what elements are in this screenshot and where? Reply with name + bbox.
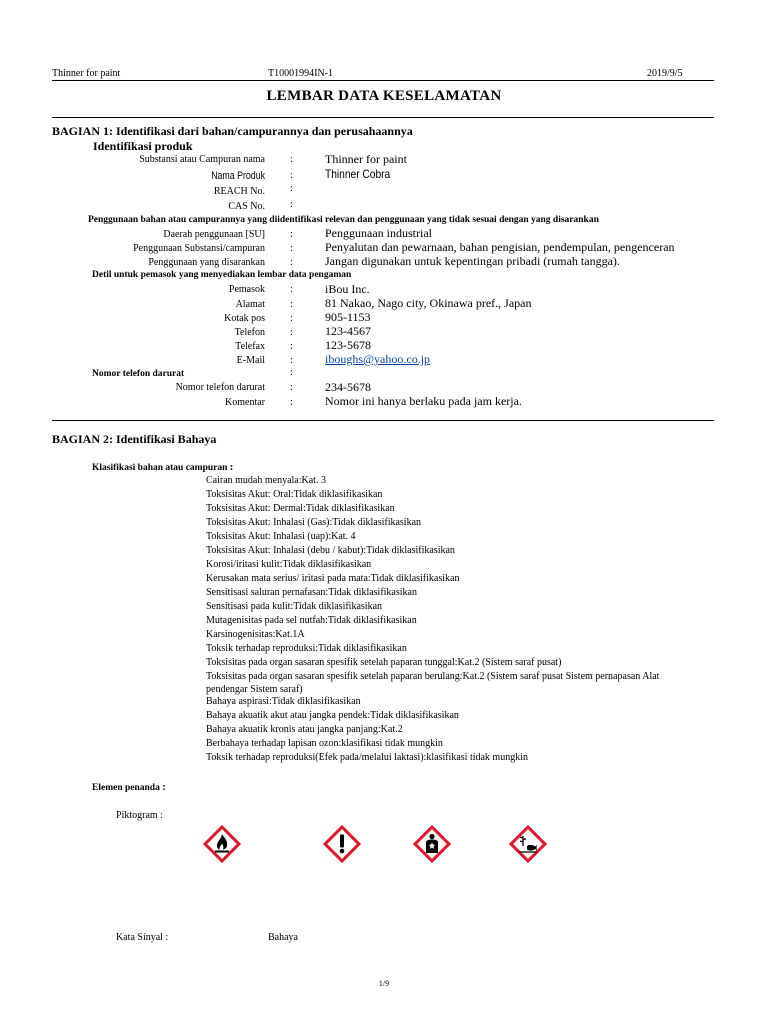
colon: : bbox=[290, 299, 293, 310]
classification-item: Bahaya akuatik kronis atau jangka panjang:Kat.2 bbox=[206, 724, 403, 735]
emergency-value: 234-5678 bbox=[325, 380, 371, 394]
classification-item: pendengar Sistem saraf) bbox=[206, 684, 303, 695]
supplier-label: Telefon bbox=[234, 327, 265, 338]
supplier-label: Pemasok bbox=[228, 284, 265, 295]
supplier-value: iBou Inc. bbox=[325, 282, 370, 296]
section1-heading: BAGIAN 1: Identifikasi dari bahan/campurannya dan perusahaannya bbox=[52, 124, 413, 138]
environment-icon bbox=[508, 824, 548, 864]
supplier-value: 81 Nakao, Nago city, Okinawa pref., Japan bbox=[325, 296, 532, 310]
product-id-heading: Identifikasi produk bbox=[93, 139, 193, 153]
title-divider bbox=[52, 117, 714, 118]
colon: : bbox=[290, 382, 293, 393]
supplier-label: Kotak pos bbox=[224, 313, 265, 324]
classification-item: Cairan mudah menyala:Kat. 3 bbox=[206, 475, 326, 486]
colon: : bbox=[290, 355, 293, 366]
classification-item: Toksisitas pada organ sasaran spesifik setelah paparan tunggal:Kat.2 (Sistem saraf pusat) bbox=[206, 657, 562, 668]
classification-item: Mutagenisitas pada sel nutfah:Tidak diklasifikasikan bbox=[206, 615, 417, 626]
use-label: Daerah penggunaan [SU] bbox=[163, 229, 265, 240]
classification-item: Bahaya aspirasi:Tidak diklasifikasikan bbox=[206, 696, 361, 707]
email-link[interactable]: iboughs@yahoo.co.jp bbox=[325, 352, 431, 366]
supplier-label: Alamat bbox=[235, 299, 265, 310]
page-title: LEMBAR DATA KESELAMATAN bbox=[266, 88, 502, 104]
classification-item: Sensitisasi saluran pernafasan:Tidak diklasifikasikan bbox=[206, 587, 417, 598]
pictogram-label: Piktogram : bbox=[116, 810, 163, 821]
product-value: Thinner Cobra bbox=[325, 167, 391, 181]
section-divider bbox=[52, 420, 714, 421]
supplier-value: 905-1153 bbox=[325, 310, 371, 324]
product-label: Nama Produk bbox=[211, 170, 265, 182]
classification-item: Toksik terhadap reproduksi:Tidak diklasifikasikan bbox=[206, 643, 407, 654]
label-elements-heading: Elemen penanda : bbox=[92, 781, 166, 793]
header-code: T10001994IN-1 bbox=[268, 68, 333, 79]
colon: : bbox=[290, 154, 293, 165]
product-label: CAS No. bbox=[228, 201, 265, 212]
signal-word-label: Kata Sinyal : bbox=[116, 932, 169, 943]
classification-item: Karsinogenisitas:Kat.1A bbox=[206, 629, 305, 640]
product-label: REACH No. bbox=[213, 186, 265, 197]
colon: : bbox=[290, 341, 293, 352]
use-value: Penyalutan dan pewarnaan, bahan pengisian, pendempulan, pengenceran bbox=[325, 240, 675, 254]
colon: : bbox=[290, 170, 293, 181]
flame-icon bbox=[202, 824, 242, 864]
supplier-value: 123-4567 bbox=[325, 324, 371, 338]
classification-item: Kerusakan mata serius/ iritasi pada mata:Tidak diklasifikasikan bbox=[206, 573, 460, 584]
health-hazard-icon bbox=[412, 824, 452, 864]
classification-heading: Klasifikasi bahan atau campuran : bbox=[92, 461, 234, 473]
use-label: Penggunaan Substansi/campuran bbox=[133, 243, 265, 254]
use-heading: Penggunaan bahan atau campurannya yang diidentifikasi relevan dan penggunaan yang tidak sesuai dengan yang disarankan bbox=[88, 215, 599, 225]
classification-item: Toksisitas Akut: Inhalasi (Gas):Tidak diklasifikasikan bbox=[206, 517, 422, 528]
supplier-value: 123-5678 bbox=[325, 338, 371, 352]
product-value: Thinner for paint bbox=[325, 152, 407, 166]
page-number: 1/9 bbox=[378, 979, 390, 988]
signal-word: Bahaya bbox=[268, 932, 298, 943]
classification-item: Sensitisasi pada kulit:Tidak diklasifikasikan bbox=[206, 601, 383, 612]
colon: : bbox=[290, 397, 293, 408]
emergency-label: Nomor telefon darurat bbox=[175, 382, 265, 393]
colon: : bbox=[290, 313, 293, 324]
classification-item: Bahaya akuatik akut atau jangka pendek:Tidak diklasifikasikan bbox=[206, 710, 459, 721]
colon: : bbox=[290, 229, 293, 240]
classification-item: Toksisitas pada organ sasaran spesifik setelah paparan berulang:Kat.2 (Sistem saraf pusat Sistem pernapasan Alat bbox=[206, 671, 660, 682]
classification-item: Toksisitas Akut: Dermal:Tidak diklasifikasikan bbox=[206, 503, 395, 514]
colon: : bbox=[290, 183, 293, 194]
classification-item: Toksisitas Akut: Inhalasi (debu / kabut):Tidak diklasifikasikan bbox=[206, 545, 455, 556]
colon: : bbox=[290, 243, 293, 254]
classification-item: Toksik terhadap reproduksi(Efek pada/melalui laktasi):klasifikasi tidak mungkin bbox=[206, 752, 528, 763]
classification-item: Toksisitas Akut: Oral:Tidak diklasifikasikan bbox=[206, 489, 383, 500]
header-divider bbox=[52, 80, 714, 81]
exclamation-icon bbox=[322, 824, 362, 864]
use-value: Jangan digunakan untuk kepentingan pribadi (rumah tangga). bbox=[325, 254, 620, 268]
header-date: 2019/9/5 bbox=[647, 68, 683, 79]
header-product: Thinner for paint bbox=[52, 68, 121, 79]
emergency-heading: Nomor telefon darurat bbox=[92, 369, 185, 379]
emergency-value: Nomor ini hanya berlaku pada jam kerja. bbox=[325, 394, 522, 408]
supplier-heading: Detil untuk pemasok yang menyediakan lembar data pengaman bbox=[92, 270, 352, 280]
classification-item: Toksisitas Akut: Inhalasi (uap):Kat. 4 bbox=[206, 531, 356, 542]
colon: : bbox=[290, 327, 293, 338]
colon: : bbox=[290, 199, 293, 210]
emergency-label: Komentar bbox=[225, 397, 265, 408]
colon: : bbox=[290, 257, 293, 268]
supplier-label: E-Mail bbox=[236, 355, 265, 366]
classification-item: Berbahaya terhadap lapisan ozon:klasifikasi tidak mungkin bbox=[206, 738, 443, 749]
supplier-label: Telefax bbox=[235, 341, 265, 352]
classification-item: Korosi/iritasi kulit:Tidak diklasifikasikan bbox=[206, 559, 372, 570]
section2-heading: BAGIAN 2: Identifikasi Bahaya bbox=[52, 432, 217, 446]
colon: : bbox=[290, 284, 293, 295]
use-value: Penggunaan industrial bbox=[325, 226, 432, 240]
colon: : bbox=[290, 367, 293, 378]
use-label: Penggunaan yang disarankan bbox=[148, 257, 265, 268]
product-label: Substansi atau Campuran nama bbox=[139, 154, 265, 165]
